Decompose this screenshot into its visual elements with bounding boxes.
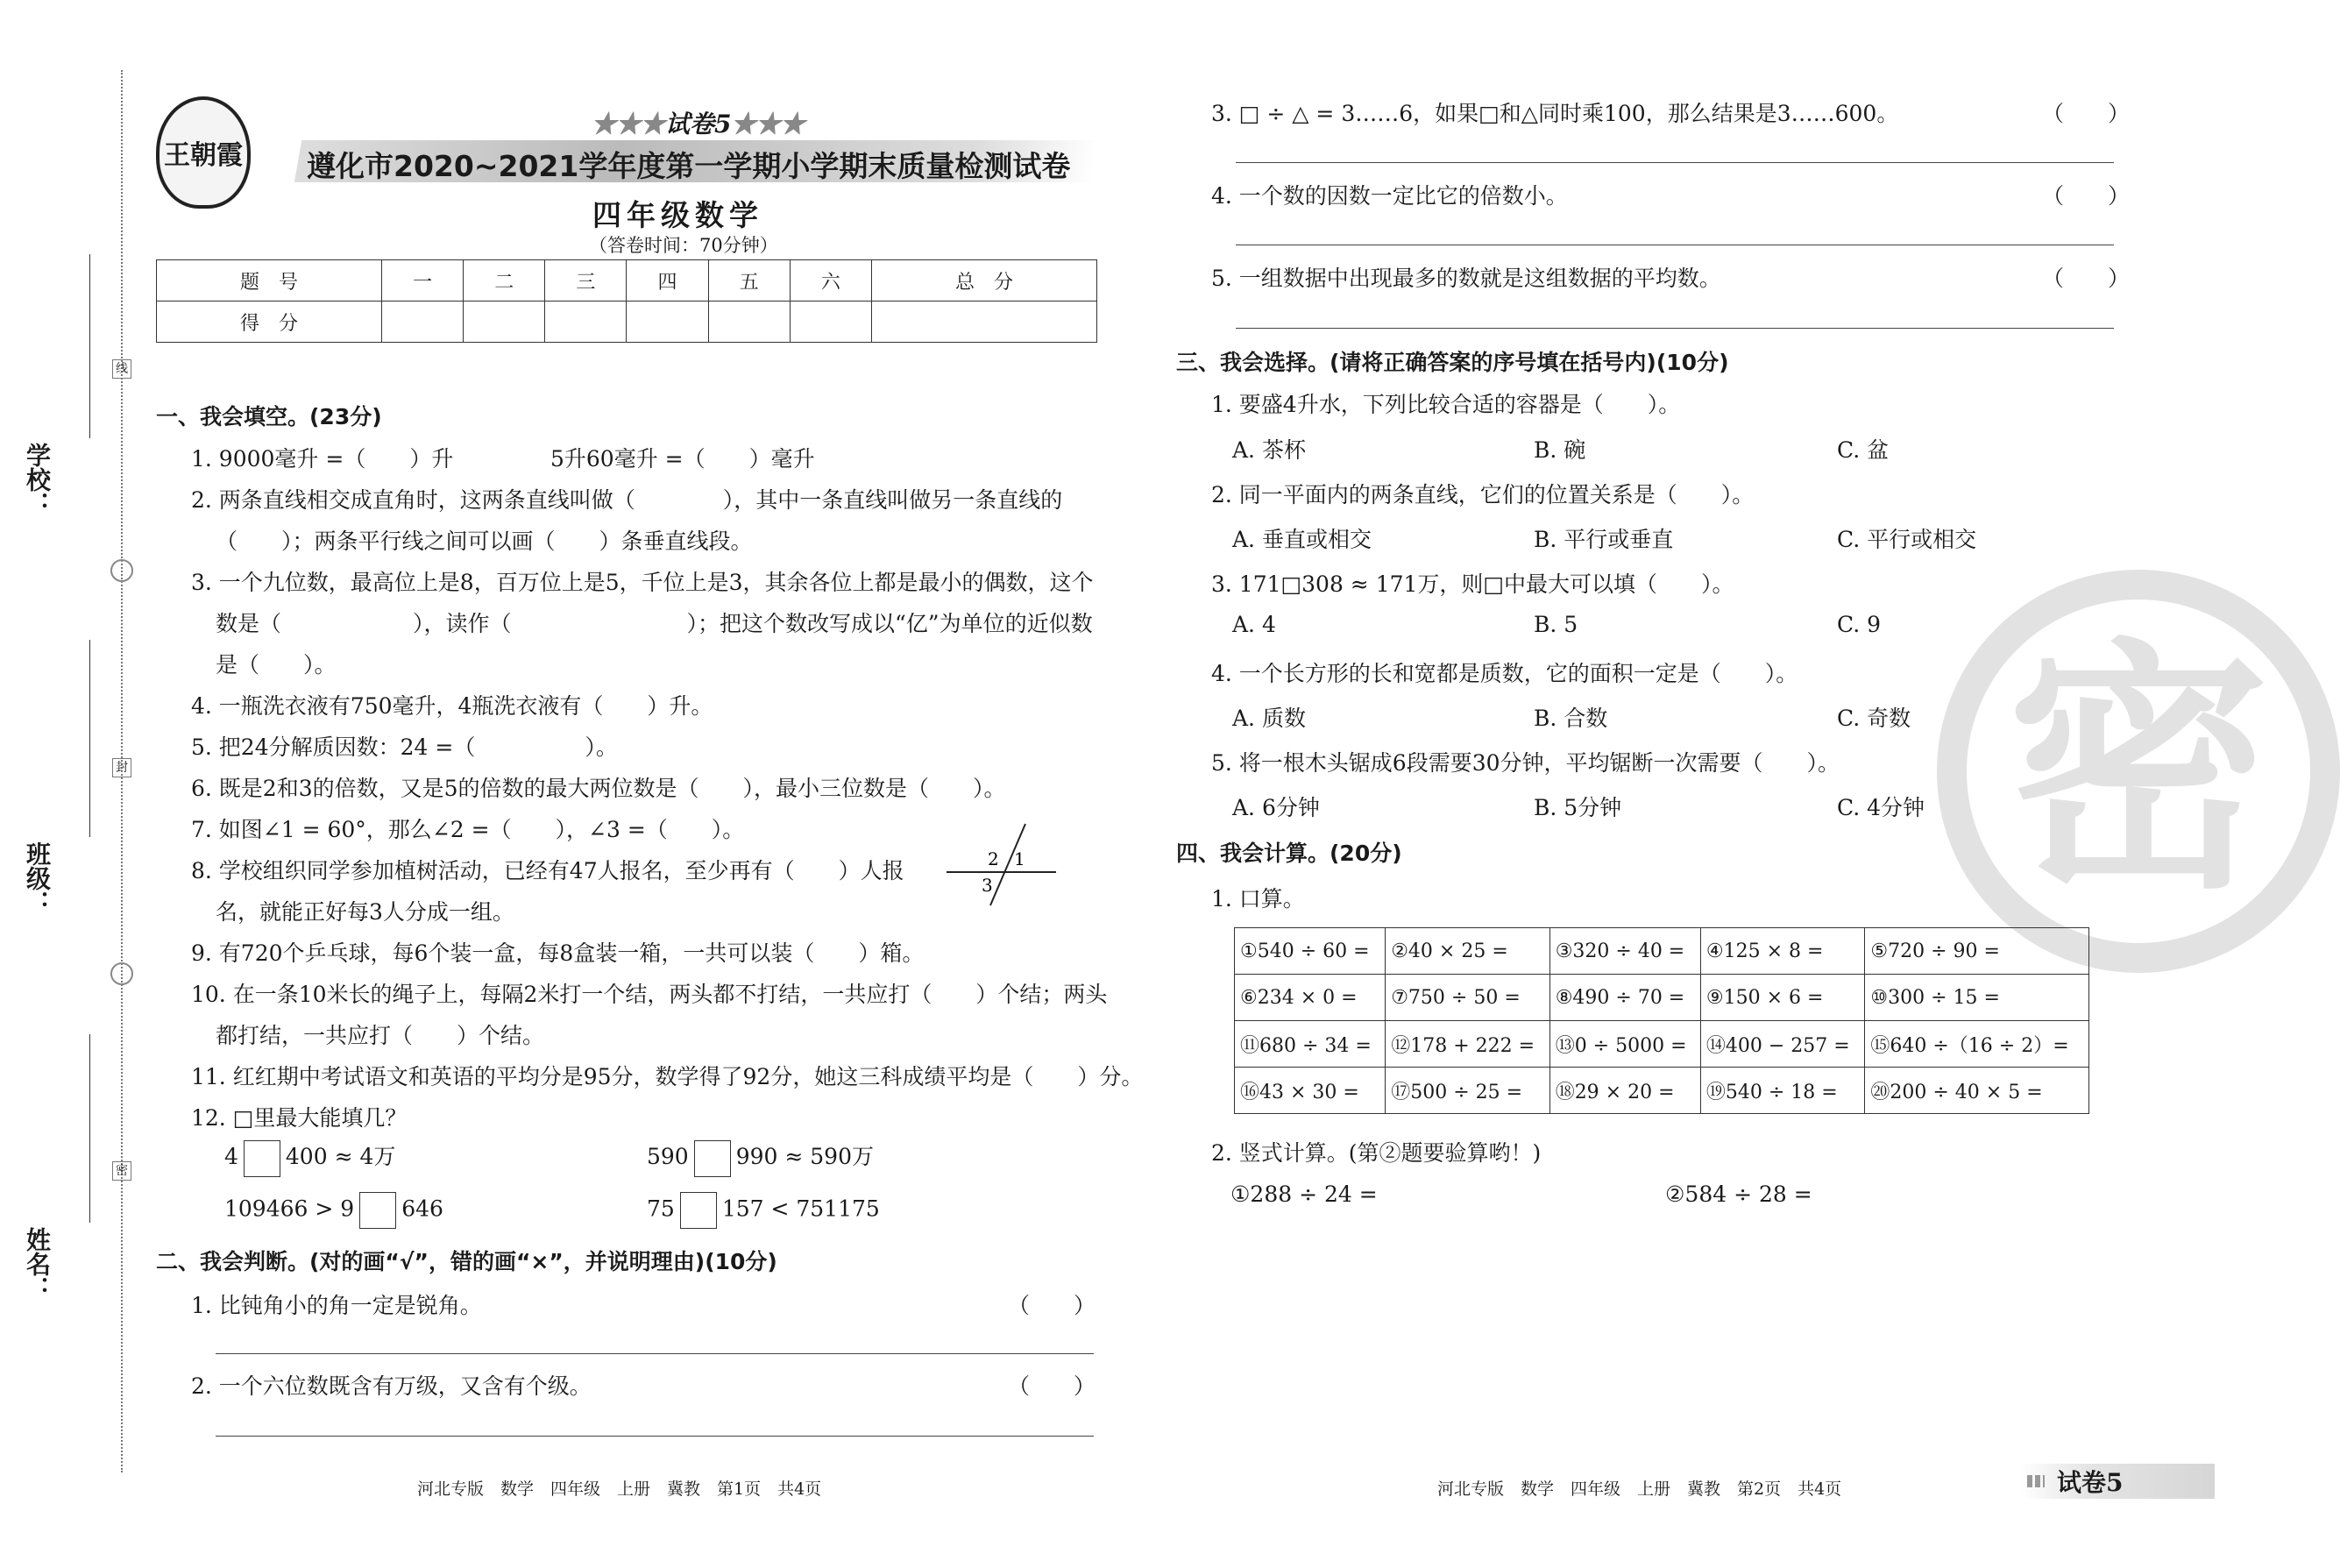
calc-cell[interactable]: ④125 × 8 = (1700, 928, 1864, 975)
footer-right: 河北专版 数学 四年级 上册 冀教 第2页 共4页 (1437, 1479, 1842, 1499)
score-header: 五 (708, 260, 790, 302)
score-header: 三 (545, 260, 627, 302)
answer-line[interactable] (1236, 162, 2114, 163)
choice-q4-opt-a[interactable]: A. 质数 (1232, 706, 1306, 731)
choice-q3-opt-c[interactable]: C. 9 (1837, 612, 1882, 637)
angle-figure (942, 819, 1065, 907)
q2-line1: 2. 两条直线相交成直角时，这两条直线叫做（ ），其中一条直线叫做另一条直线的 (191, 487, 1063, 513)
score-header: 四 (627, 260, 708, 302)
q8-line1: 8. 学校组织同学参加植树活动，已经有47人报名，至少再有（ ）人报 (191, 858, 904, 883)
score-cell[interactable] (790, 302, 871, 343)
choice-q5-opt-a[interactable]: A. 6分钟 (1232, 795, 1320, 820)
binding-mark-feng: 封 (112, 758, 131, 777)
score-table (156, 259, 1097, 343)
vertical-calc-1[interactable]: ①288 ÷ 24 = (1230, 1181, 1378, 1207)
calc-cell[interactable]: ⑳200 ÷ 40 × 5 = (1865, 1068, 2089, 1114)
calc-cell[interactable]: ⑲540 ÷ 18 = (1700, 1068, 1864, 1114)
answer-box[interactable] (244, 1140, 280, 1177)
choice-q4-opt-c[interactable]: C. 奇数 (1837, 706, 1911, 731)
binding-knot-icon (110, 962, 133, 985)
section3-title: 三、我会选择。(请将正确答案的序号填在括号内)(10分) (1176, 350, 1729, 375)
calc-cell[interactable]: ⑫178 + 222 = (1386, 1021, 1549, 1068)
name-label: 姓名： (23, 1227, 52, 1301)
judge-item-2: 2. 一个六位数既含有万级，又含有个级。 (191, 1373, 592, 1399)
footer-left: 河北专版 数学 四年级 上册 冀教 第1页 共4页 (417, 1479, 822, 1499)
choice-q2: 2. 同一平面内的两条直线，它们的位置关系是（ ）。 (1211, 482, 1755, 507)
calc-cell[interactable]: ③320 ÷ 40 = (1549, 928, 1700, 975)
score-header: 二 (464, 260, 545, 302)
q10-line1: 10. 在一条10米长的绳子上，每隔2米打一个结，两头都不打结，一共应打（ ）个结；两头 (191, 982, 1108, 1007)
choice-q3: 3. 171□308 ≈ 171万，则□中最大可以填（ ）。 (1211, 571, 1734, 597)
badge-text: 试卷5 (2057, 1468, 2124, 1497)
q2-line2: （ ）；两条平行线之间可以画（ ）条垂直线段。 (216, 529, 753, 554)
score-cell[interactable] (708, 302, 790, 343)
answer-line[interactable] (216, 1353, 1094, 1354)
score-cell[interactable] (545, 302, 627, 343)
calc-cell[interactable]: ①540 ÷ 60 = (1235, 928, 1386, 975)
exam-time: （答卷时间：70分钟） (589, 235, 778, 256)
angle-label-2: 2 (988, 848, 999, 869)
q8-line2: 名，就能正好每3人分成一组。 (216, 899, 514, 925)
answer-line[interactable] (216, 1436, 1094, 1437)
school-label: 学校： (23, 443, 52, 516)
judge-item-1: 1. 比钝角小的角一定是锐角。 (191, 1293, 482, 1318)
score-cell[interactable] (627, 302, 708, 343)
exam-title: 遵化市2020~2021学年度第一学期小学期末质量检测试卷 (307, 149, 1071, 183)
section2-title: 二、我会判断。(对的画“√”，错的画“×”，并说明理由)(10分) (156, 1249, 777, 1274)
logo-text: 王朝霞 (164, 140, 243, 171)
binding-mark-xian: 线 (112, 359, 131, 379)
score-header: 一 (382, 260, 464, 302)
judge-paren-1[interactable]: （ ） (1008, 1293, 1096, 1318)
choice-q1-opt-a[interactable]: A. 茶杯 (1232, 437, 1306, 463)
score-row-label: 得 分 (157, 302, 382, 343)
judge-item-3: 3. □ ÷ △ = 3……6，如果□和△同时乘100，那么结果是3……600。 (1211, 101, 1899, 126)
angle-label-3: 3 (982, 875, 993, 896)
score-cell[interactable] (871, 302, 1096, 343)
calc-cell[interactable]: ⑤720 ÷ 90 = (1865, 928, 2089, 975)
answer-line[interactable] (1236, 328, 2114, 329)
vertical-calc-label: 2. 竖式计算。(第②题要验算哟！) (1211, 1140, 1542, 1166)
choice-q4-opt-b[interactable]: B. 合数 (1534, 706, 1608, 731)
q11: 11. 红红期中考试语文和英语的平均分是95分，数学得了92分，她这三科成绩平均是（ ）分。 (191, 1064, 1144, 1089)
logo-badge-icon (156, 96, 251, 209)
choice-q1-opt-c[interactable]: C. 盆 (1837, 437, 1890, 463)
secret-stamp-watermark (1937, 570, 2340, 973)
choice-q5: 5. 将一根木头锯成6段需要30分钟，平均锯断一次需要（ ）。 (1211, 750, 1840, 776)
series-label: ★★★试卷5★★★ (592, 110, 805, 138)
choice-q2-opt-c[interactable]: C. 平行或相交 (1837, 527, 1977, 552)
calc-cell[interactable]: ⑦750 ÷ 50 = (1386, 975, 1549, 1021)
calc-cell[interactable]: ⑯43 × 30 = (1235, 1068, 1386, 1114)
q12-item-4: 75 157 < 751175 (647, 1192, 880, 1229)
score-header: 六 (790, 260, 871, 302)
calc-cell[interactable]: ⑩300 ÷ 15 = (1865, 975, 2089, 1021)
choice-q5-opt-b[interactable]: B. 5分钟 (1534, 795, 1622, 820)
q5: 5. 把24分解质因数：24 =（ ）。 (191, 734, 618, 760)
binding-mark-mi: 密 (112, 1161, 131, 1181)
badge-squares-icon (2027, 1475, 2045, 1487)
vertical-calc-2[interactable]: ②584 ÷ 28 = (1665, 1181, 1812, 1207)
binding-knot-icon (110, 559, 133, 582)
calc-cell[interactable]: ⑥234 × 0 = (1235, 975, 1386, 1021)
choice-q5-opt-c[interactable]: C. 4分钟 (1837, 795, 1925, 820)
calc-cell[interactable]: ⑰500 ÷ 25 = (1386, 1068, 1549, 1114)
class-field[interactable] (89, 640, 90, 837)
q12-item-2: 590 990 ≈ 590万 (647, 1139, 874, 1177)
answer-box[interactable] (694, 1140, 731, 1177)
judge-item-5: 5. 一组数据中出现最多的数就是这组数据的平均数。 (1211, 266, 1721, 291)
q3-line1: 3. 一个九位数，最高位上是8，百万位上是5，千位上是3，其余各位上都是最小的偶数，这个 (191, 570, 1094, 595)
q7: 7. 如图∠1 = 60°，那么∠2 =（ ），∠3 =（ ）。 (191, 817, 745, 842)
q1-part-a: 1. 9000毫升 =（ ）升 (191, 446, 454, 472)
q1-part-b: 5升60毫升 =（ ）毫升 (550, 446, 815, 472)
calc-cell[interactable]: ⑨150 × 6 = (1700, 975, 1864, 1021)
score-header: 题 号 (157, 260, 382, 302)
calc-cell[interactable]: ⑱29 × 20 = (1549, 1068, 1700, 1114)
school-field[interactable] (89, 254, 90, 438)
name-field[interactable] (89, 1034, 90, 1223)
choice-q1: 1. 要盛4升水，下列比较合适的容器是（ ）。 (1211, 392, 1681, 417)
score-cell[interactable] (464, 302, 545, 343)
q9: 9. 有720个乒乓球，每6个装一盒，每8盒装一箱，一共可以装（ ）箱。 (191, 940, 925, 966)
angle-label-1: 1 (1014, 848, 1025, 869)
answer-box[interactable] (680, 1192, 717, 1229)
calc-cell[interactable]: ⑬0 ÷ 5000 = (1549, 1021, 1700, 1068)
choice-q2-opt-a[interactable]: A. 垂直或相交 (1232, 527, 1372, 552)
exam-subtitle: 四年级数学 (592, 198, 763, 232)
choice-q1-opt-b[interactable]: B. 碗 (1534, 437, 1586, 463)
choice-q3-opt-a[interactable]: A. 4 (1232, 612, 1276, 637)
oral-calc-table (1234, 927, 2089, 1114)
answer-box[interactable] (359, 1192, 396, 1229)
score-cell[interactable] (382, 302, 464, 343)
section4-title: 四、我会计算。(20分) (1176, 841, 1402, 866)
choice-q4: 4. 一个长方形的长和宽都是质数，它的面积一定是（ ）。 (1211, 661, 1798, 686)
calc-cell[interactable]: ⑪680 ÷ 34 = (1235, 1021, 1386, 1068)
choice-q2-opt-b[interactable]: B. 平行或垂直 (1534, 527, 1674, 552)
section1-title: 一、我会填空。(23分) (156, 404, 382, 429)
oral-calc-label: 1. 口算。 (1211, 886, 1305, 912)
q12: 12. □里最大能填几？ (191, 1105, 408, 1131)
q6: 6. 既是2和3的倍数，又是5的倍数的最大两位数是（ ），最小三位数是（ ）。 (191, 776, 1006, 801)
q10-line2: 都打结，一共应打（ ）个结。 (216, 1023, 545, 1048)
q3-line3: 是（ ）。 (216, 652, 337, 678)
judge-paren-5[interactable]: （ ） (2042, 266, 2131, 291)
judge-paren-2[interactable]: （ ） (1008, 1373, 1096, 1399)
calc-cell[interactable]: ⑭400 − 257 = (1700, 1021, 1864, 1068)
class-label: 班级： (23, 841, 52, 915)
judge-item-4: 4. 一个数的因数一定比它的倍数小。 (1211, 183, 1568, 209)
score-header: 总 分 (871, 260, 1096, 302)
page-badge (2020, 1464, 2215, 1499)
stamp-text: 密 (2007, 618, 2270, 924)
q4: 4. 一瓶洗衣液有750毫升，4瓶洗衣液有（ ）升。 (191, 693, 713, 719)
q3-line2: 数是（ ），读作（ ）；把这个数改写成以“亿”为单位的近似数 (216, 611, 1093, 636)
q12-item-1: 4 400 ≈ 4万 (224, 1139, 395, 1177)
q12-item-3: 109466 > 9 646 (224, 1192, 443, 1229)
judge-paren-3[interactable]: （ ） (2042, 101, 2131, 126)
choice-q3-opt-b[interactable]: B. 5 (1534, 612, 1578, 637)
calc-cell[interactable]: ⑧490 ÷ 70 = (1549, 975, 1700, 1021)
judge-paren-4[interactable]: （ ） (2042, 183, 2131, 209)
calc-cell[interactable]: ②40 × 25 = (1386, 928, 1549, 975)
calc-cell[interactable]: ⑮640 ÷（16 ÷ 2）= (1865, 1021, 2089, 1068)
